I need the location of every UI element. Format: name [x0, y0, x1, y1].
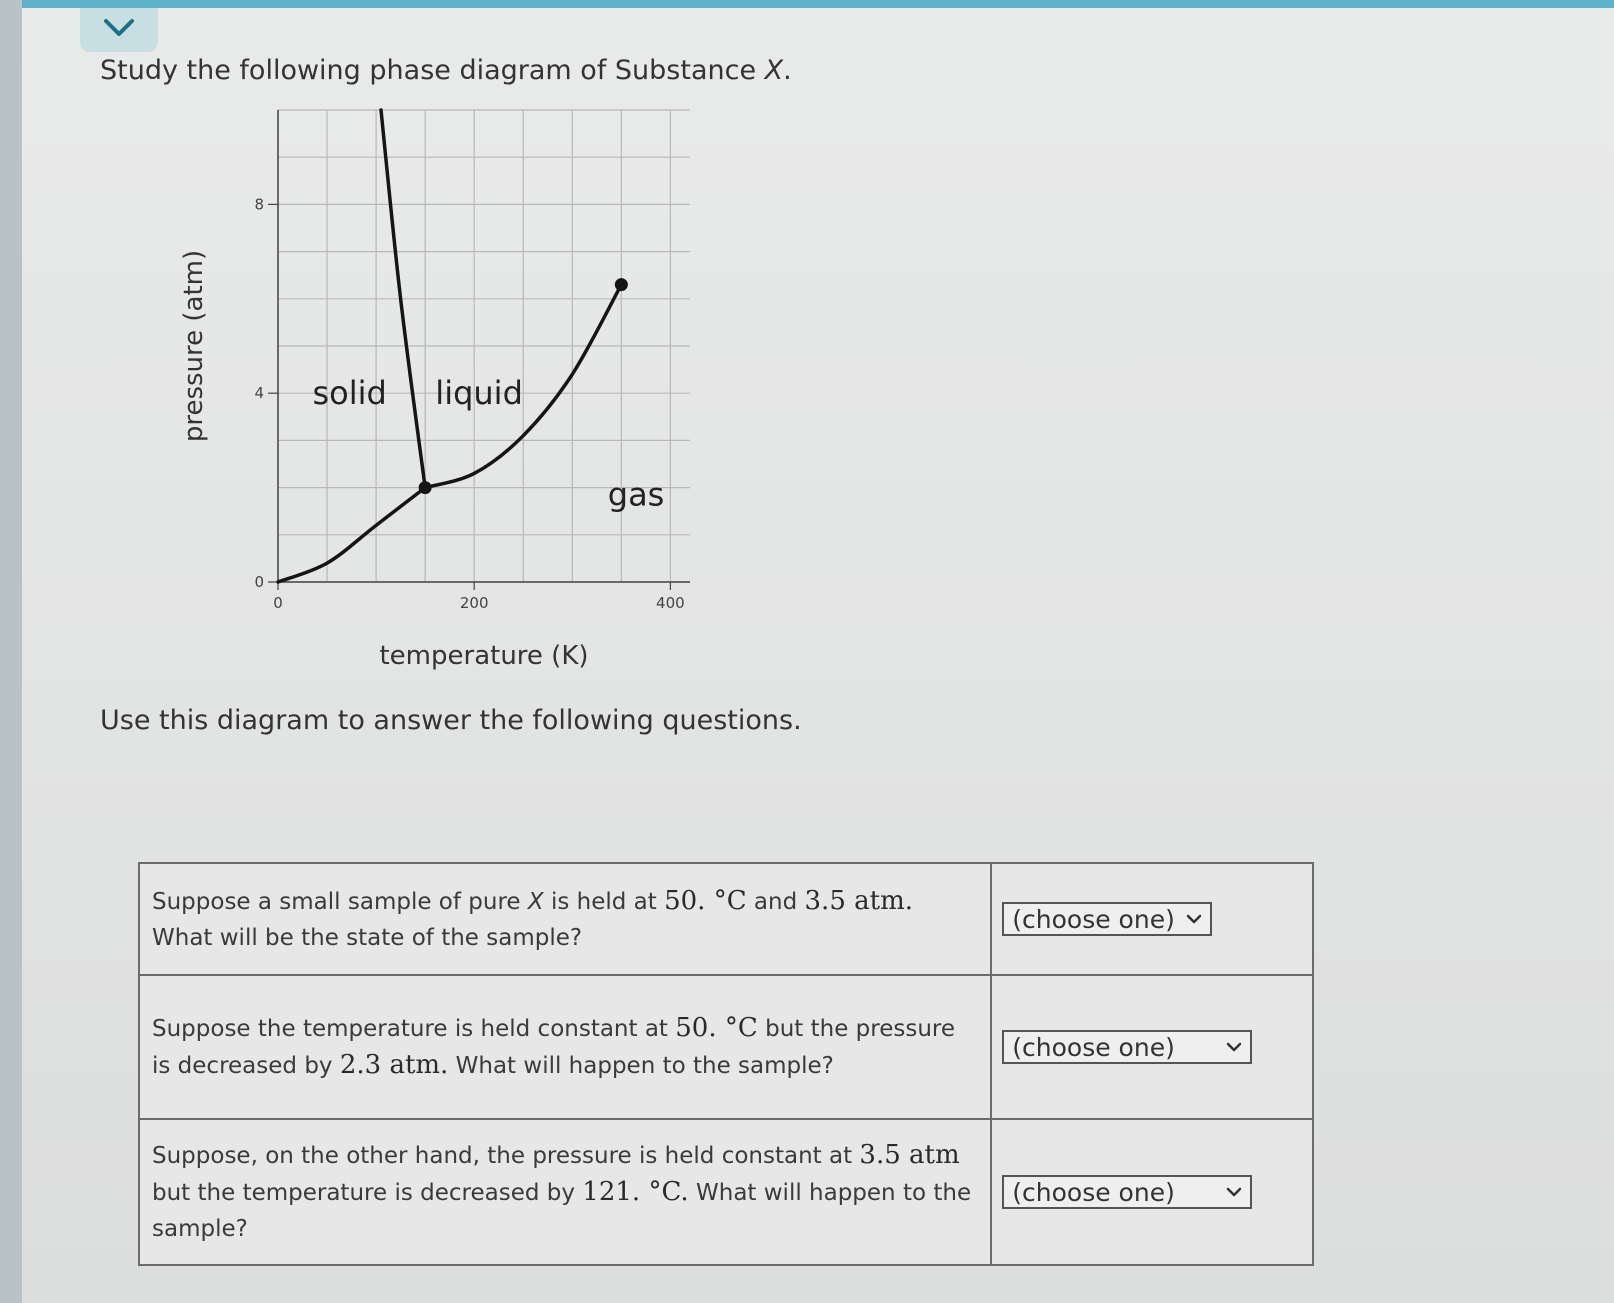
question-row [139, 975, 1313, 1119]
left-rail [0, 0, 22, 1303]
answer-cell [991, 1119, 1313, 1265]
question-fragment: Suppose, on the other hand, the pressure is held constant at [152, 1143, 860, 1169]
phase-diagram-chart [150, 100, 750, 690]
y-tick-label: 0 [254, 573, 264, 591]
math-value: 50. °C [664, 885, 747, 916]
x-tick-label: 200 [459, 594, 489, 612]
y-tick-label: 8 [254, 195, 264, 214]
question-fragment: What will be the state of the sample? [152, 924, 583, 951]
critical-point [615, 278, 628, 291]
answer-dropdown-1[interactable] [1002, 902, 1212, 936]
question-fragment: What will happen to the sample? [152, 1180, 972, 1242]
question-fragment: but the temperature is decreased by [152, 1180, 583, 1206]
chevron-down-icon [1186, 913, 1202, 925]
question-text-1 [139, 863, 991, 975]
questions-table [138, 862, 1314, 1266]
y-axis-label: pressure (atm) [179, 249, 209, 443]
question-fragment: is held at [543, 888, 665, 915]
region-label-gas: gas [607, 475, 665, 514]
x-axis-label: temperature (K) [379, 641, 589, 671]
dropdown-label: (choose one) [1012, 1032, 1175, 1062]
question-row [139, 863, 1313, 975]
dropdown-label: (choose one) [1012, 904, 1175, 934]
region-label-solid: solid [312, 374, 387, 413]
chevron-down-icon [1226, 1186, 1242, 1198]
answer-cell [991, 863, 1313, 975]
dropdown-label: (choose one) [1012, 1177, 1175, 1207]
y-tick-label: 4 [254, 384, 264, 403]
math-value: 2.3 atm. [339, 1050, 449, 1080]
answer-cell [991, 975, 1313, 1119]
collapse-button[interactable] [80, 8, 158, 52]
question-fragment: Suppose the temperature is held constant at [152, 1016, 676, 1042]
instruction-text: Use this diagram to answer the following questions. [100, 705, 802, 736]
intro-text: Study the following phase diagram of Substance X. [100, 55, 792, 86]
answer-dropdown-2[interactable] [1002, 1030, 1252, 1064]
question-text-2 [139, 975, 991, 1119]
question-fragment: Suppose a small sample of pure [152, 888, 528, 915]
substance-symbol: X [764, 55, 784, 86]
chevron-down-icon [102, 17, 136, 43]
question-fragment: and [746, 888, 805, 915]
question-fragment: but the pressure is decreased by [152, 1016, 955, 1079]
x-tick-label: 0 [273, 594, 283, 612]
substance-symbol: X [527, 888, 544, 915]
triple-point [419, 481, 432, 494]
math-value: 121. °C. [582, 1177, 689, 1207]
x-tick-label: 400 [656, 594, 685, 612]
answer-dropdown-3[interactable] [1002, 1175, 1252, 1209]
math-value: 3.5 atm. [804, 885, 913, 916]
math-value: 3.5 atm [859, 1140, 960, 1170]
math-value: 50. °C [675, 1013, 758, 1043]
chevron-down-icon [1226, 1041, 1242, 1053]
region-label-liquid: liquid [435, 374, 523, 413]
question-text-3 [139, 1119, 991, 1265]
question-fragment: What will happen to the sample? [448, 1053, 834, 1079]
question-row [139, 1119, 1313, 1265]
